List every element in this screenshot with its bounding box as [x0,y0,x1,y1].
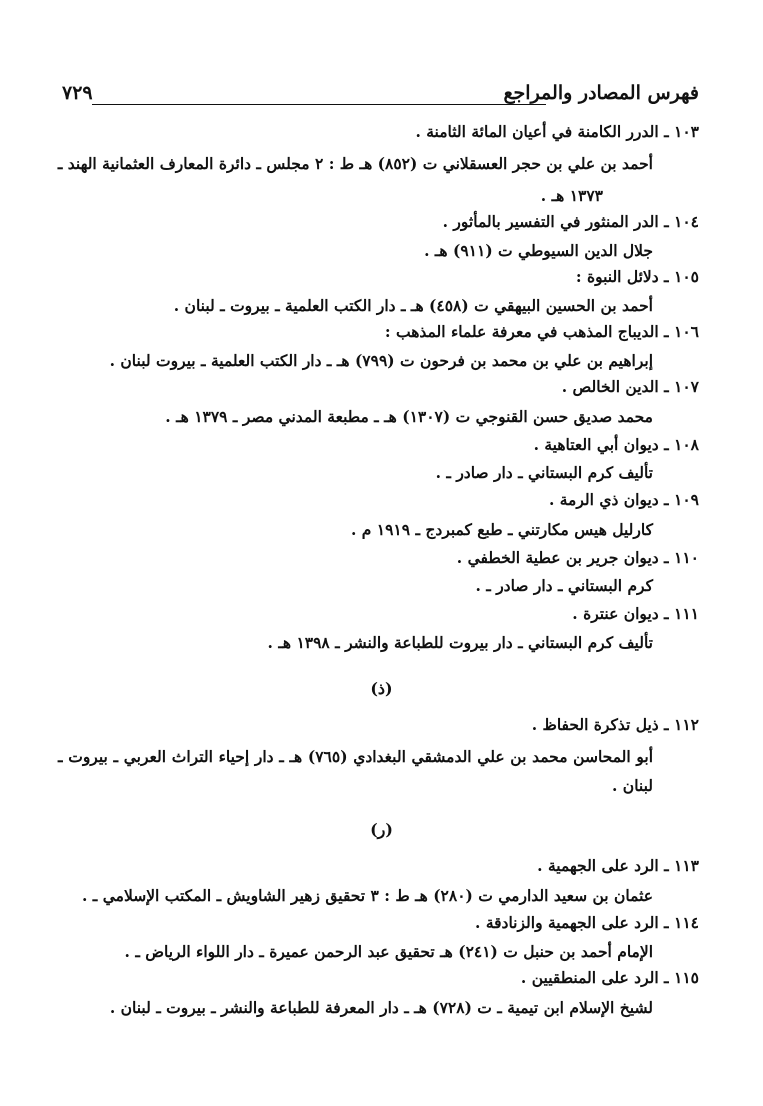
entry-title-line [576,266,699,288]
entry-title-line [385,321,699,343]
entry-detail: ١٣٧٣ هـ . [540,186,603,205]
entry-title: ـ ديوان عنترة . [572,604,669,623]
entry-title-line [521,967,699,989]
entry-title: ـ الديباج المذهب في معرفة علماء المذهب : [384,322,669,341]
entry-detail: كرم البستاني ـ دار صادر ـ . [475,576,653,595]
entry-detail: لشيخ الإسلام ابن تيمية ـ ت (٧٢٨) هـ ـ دار المعرفة للطباعة والنشر ـ بيروت ـ لبنان . [109,998,653,1017]
entry-number: ١١٣ [674,856,699,875]
running-header-title: فهرس المصادر والمراجع [503,82,699,104]
entry-title-line [443,211,699,233]
entry-title: ـ الدرر الكامنة في أعيان المائة الثامنة . [415,122,669,141]
entry-detail: كارليل هيس مكارتني ـ طبع كمبردج ـ ١٩١٩ م . [350,520,653,539]
entry-number: ١٠٤ [674,212,699,231]
entry-number: ١٠٨ [674,435,699,454]
entry-detail: جلال الدين السيوطي ت (٩١١) هـ . [424,241,653,260]
section-heading-dhal: (ذ) [370,679,393,698]
entry-number: ١٠٥ [674,267,699,286]
entry-number: ١٠٧ [674,377,699,396]
entry-title-line [415,121,699,143]
entry-title: ـ الدين الخالص . [561,377,669,396]
entry-detail: إبراهيم بن علي بن محمد بن فرحون ت (٧٩٩) هـ ـ دار الكتب العلمية ـ بيروت لبنان . [109,351,653,370]
entry-title-line [475,912,699,934]
section-heading-ra: (ر) [370,820,393,839]
entry-title: ـ الرد على الجهمية والزنادقة . [475,913,669,932]
entry-detail: لبنان . [612,776,653,795]
entry-number: ١٠٩ [674,490,699,509]
entry-number: ١١١ [674,604,699,623]
entry-detail: تأليف كرم البستاني ـ دار صادر ـ . [435,463,653,482]
entry-title-line [537,855,699,877]
entry-detail: عثمان بن سعيد الدارمي ت (٢٨٠) هـ ط : ٣ تحقيق زهير الشاويش ـ المكتب الإسلامي ـ . [82,886,653,905]
entry-number: ١١٠ [674,548,699,567]
entry-detail: أحمد بن علي بن حجر العسقلاني ت (٨٥٢) هـ ط : ٢ مجلس ـ دائرة المعارف العثمانية الهند ـ [57,154,653,173]
entry-title: ـ الرد على الجهمية . [537,856,669,875]
entry-title: ـ ذيل تذكرة الحفاظ . [531,715,669,734]
entry-number: ١٠٦ [674,322,699,341]
entry-detail: أبو المحاسن محمد بن علي الدمشقي البغدادي (٧٦٥) هـ ـ دار إحياء التراث العربي ـ بيروت ـ [58,747,653,766]
entry-number: ١١٢ [674,715,699,734]
entry-title: ـ الرد على المنطقيين . [520,968,669,987]
entry-title: ـ ديوان أبي العتاهية . [533,435,669,454]
entry-number: ١١٥ [674,968,699,987]
entry-detail: أحمد بن الحسين البيهقي ت (٤٥٨) هـ ـ دار الكتب العلمية ـ بيروت ـ لبنان . [173,296,653,315]
entry-number: ١١٤ [674,913,699,932]
entry-title: ـ ديوان ذي الرمة . [548,490,669,509]
entry-title-line [457,547,699,569]
entry-title: ـ دلائل النبوة : [575,267,669,286]
page-number: ٧٢٩ [62,82,93,104]
entry-title-line [534,434,699,456]
entry-title-line [572,603,699,625]
entry-number: ١٠٣ [674,122,699,141]
entry-title: ـ ديوان جرير بن عطية الخطفي . [456,548,669,567]
entry-title-line [562,376,699,398]
header-rule [92,104,546,105]
entry-title: ـ الدر المنثور في التفسير بالمأثور . [442,212,669,231]
entry-title-line [532,714,699,736]
entry-title-line [549,489,699,511]
entry-detail: تأليف كرم البستاني ـ دار بيروت للطباعة والنشر ـ ١٣٩٨ هـ . [267,633,653,652]
entry-detail: الإمام أحمد بن حنبل ت (٢٤١) هـ تحقيق عبد الرحمن عميرة ـ دار اللواء الرياض ـ . [124,942,653,961]
entry-detail: محمد صديق حسن القنوجي ت (١٣٠٧) هـ ـ مطبعة المدني مصر ـ ١٣٧٩ هـ . [165,407,653,426]
